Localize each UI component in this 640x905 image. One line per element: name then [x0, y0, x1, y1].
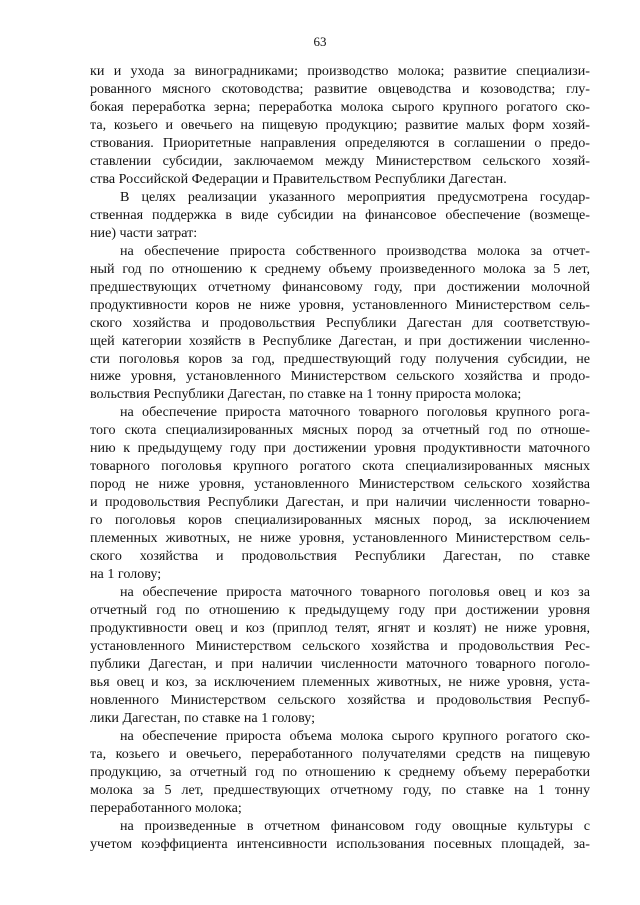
- text-line: учетом коэффициента интенсивности использования посевных площадей, за-: [90, 835, 590, 852]
- text-line: ки и ухода за виноградниками; производство молока; развитие специализи-: [90, 63, 590, 79]
- text-line: ствования. Приоритетные направления определяются в соглашении о предо-: [90, 134, 590, 151]
- text-line: установленного Министерством сельского хозяйства и продовольствия Рес-: [90, 638, 590, 654]
- text-line: го поголовья коров специализированных мясных пород, за исключением: [90, 512, 590, 529]
- text-line: ставлении субсидии, заключаемом между Министерством сельского хозяй-: [90, 152, 590, 169]
- text-line: и продовольствия Республики Дагестан, и при наличии численности товарно-: [90, 494, 590, 511]
- text-line: та, козьего и овечьего, переработанного получателями средств на пищевую: [90, 745, 590, 762]
- text-line: ского хозяйства и продовольствия Республики Дагестан, по ставке: [90, 548, 590, 565]
- text-line: новленного Министерством сельского хозяйства и продовольствия Респуб-: [90, 691, 590, 708]
- text-line: продуктивности коров не ниже уровня, установленного Министерством сель-: [90, 296, 590, 313]
- text-line: В целях реализации указанного мероприятия предусмотрена государ-: [120, 188, 590, 205]
- text-line: ние) части затрат:: [90, 224, 198, 241]
- text-line: ниже уровня, установленного Министерством сельского хозяйства и продо-: [90, 368, 590, 385]
- text-line: бокая переработка зерна; переработка молока сырого крупного рогатого ско-: [90, 98, 590, 115]
- text-line: на обеспечение прироста маточного товарного поголовья овец и коз за: [120, 584, 590, 601]
- text-line: на обеспечение прироста собственного производства молока за отчет-: [120, 242, 590, 259]
- text-line: ского хозяйства и продовольствия Республики Дагестан для соответствую-: [90, 314, 590, 331]
- text-line: вья овец и коз, за исключением племенных животных, не ниже уровня, уста-: [90, 673, 590, 690]
- text-line: на произведенные в отчетном финансовом году овощные культуры с: [120, 817, 590, 834]
- text-line: переработанного молока;: [90, 799, 242, 816]
- text-line: того скота специализированных мясных пород за отчетный год по отноше-: [90, 422, 590, 439]
- text-line: молока за 5 лет, предшествующих отчетному году, по ставке на 1 тонну: [90, 781, 590, 798]
- text-line: на обеспечение прироста объема молока сырого крупного рогатого ско-: [120, 727, 590, 744]
- text-line: на 1 голову;: [90, 566, 162, 583]
- text-line: предшествующих отчетному финансовому году, при достижении молочной: [90, 278, 590, 295]
- text-line: продукцию, за отчетный год по отношению к среднему объему переработки: [90, 763, 590, 780]
- page-number: 63: [313, 34, 327, 49]
- text-line: на обеспечение прироста маточного товарного поголовья крупного рога-: [120, 404, 590, 421]
- document-body-text: [90, 63, 590, 854]
- text-line: сти поголовья коров за год, предшествующий году получения субсидии, не: [90, 350, 590, 367]
- text-line: ный год по отношению к среднему объему произведенного молока за 5 лет,: [90, 260, 590, 277]
- text-line: лики Дагестан, по ставке на 1 голову;: [90, 709, 316, 726]
- text-line: вольствия Республики Дагестан, по ставке на 1 тонну прироста молока;: [90, 386, 522, 403]
- text-line: щей категории хозяйств в Республике Дагестан, и при достижении численно-: [90, 332, 590, 349]
- text-line: пород не ниже уровня, установленного Министерством сельского хозяйства: [90, 476, 590, 493]
- text-line: нию к предыдущему году при достижении уровня продуктивности маточного: [90, 440, 590, 457]
- text-line: публики Дагестан, и при наличии численности маточного товарного поголо-: [90, 655, 590, 672]
- text-line: отчетный год по отношению к предыдущему году при достижении уровня: [90, 602, 590, 619]
- text-line: товарного поголовья крупного рогатого скота специализированных мясных: [90, 458, 590, 475]
- text-line: та, козьего и овечьего на пищевую продукцию; развитие малых форм хозяй-: [90, 116, 590, 133]
- text-line: продуктивности овец и коз (приплод телят, ягнят и козлят) не ниже уровня,: [90, 620, 590, 637]
- text-line: племенных животных, не ниже уровня, установленного Министерством сель-: [90, 530, 590, 547]
- text-line: ства Российской Федерации и Правительством Республики Дагестан.: [90, 170, 507, 187]
- text-line: рованного мясного скотоводства; развитие овцеводства и козоводства; глу-: [90, 80, 590, 97]
- text-line: ственная поддержка в виде субсидии на финансовое обеспечение (возмеще-: [90, 206, 590, 223]
